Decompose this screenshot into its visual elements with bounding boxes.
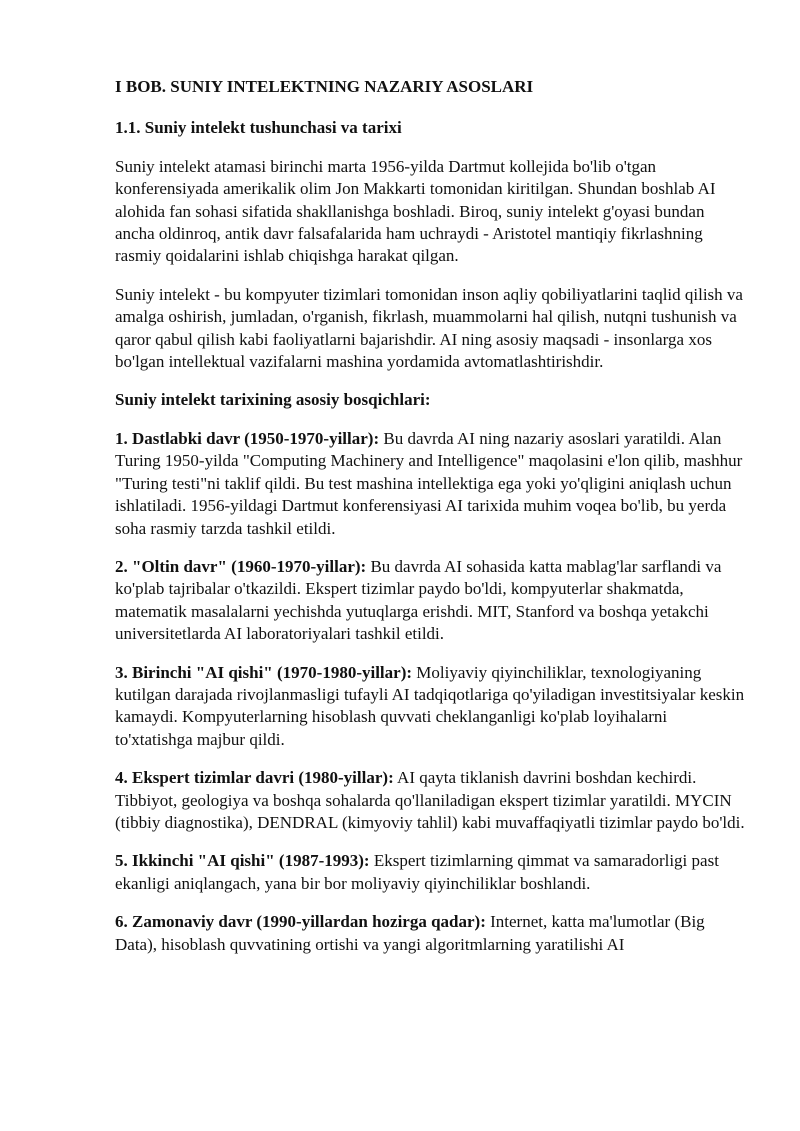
paragraph: Suniy intelekt atamasi birinchi marta 1956-yilda Dartmut kollejida bo'lib o'tgan konferensiyada amerikalik olim Jon Makkarti tomonidan kiritilgan. Shundan boshlab AI alohida fan sohasi sifatida shakllanishga boshladi. Biroq, suniy intelekt g'oyasi bundan ancha oldinroq, antik davr falsafalarida ham uchraydi - Aristotel mantiqiy fikrlashning rasmiy qoidalarini ishlab chiqishga harakat qilgan.: [115, 156, 716, 266]
stage-text: Ekspert tizimlarning qimmat va samaradorligi past ekanligi aniqlangach, yana bir bor moliyaviy qiyinchiliklar boshlandi.: [115, 851, 719, 893]
stage-title: 1. Dastlabki davr (1950-1970-yillar):: [115, 428, 380, 448]
stage-text: Bu davrda AI sohasida katta mablag'lar sarflandi va ko'plab tajribalar o'tkazildi. Ekspert tizimlar paydo bo'ldi, kompyuterlar shakmatda, matematik masalalarni yechishda yutuqlarga erishdi. MIT, Stanford va boshqa yetakchi universitetlarda AI laboratoriyalari tashkil etildi.: [115, 556, 722, 644]
chapter-title: I BOB. SUNIY INTELEKTNING NAZARIY ASOSLARI: [115, 77, 534, 96]
stage-title: 4. Ekspert tizimlar davri (1980-yillar):: [115, 768, 394, 788]
stage-paragraph: [115, 850, 745, 895]
stage-paragraph: [115, 662, 745, 752]
stage-paragraph: [115, 428, 745, 540]
stage-title: 5. Ikkinchi "AI qishi" (1987-1993):: [115, 851, 370, 871]
stage-title: 6. Zamonaviy davr (1990-yillardan hozirga qadar):: [115, 912, 486, 932]
stage-text: Internet, katta ma'lumotlar (Big Data), hisoblash quvvatining ortishi va yangi algoritmlarning yaratilishi AI: [115, 912, 705, 954]
document-page: [115, 76, 745, 972]
stage-paragraph: [115, 911, 745, 956]
section-title: 1.1. Suniy intelekt tushunchasi va tarixi: [115, 118, 402, 138]
stage-paragraph: [115, 767, 745, 834]
stage-paragraph: [115, 556, 745, 646]
stage-text: Bu davrda AI ning nazariy asoslari yaratildi. Alan Turing 1950-yilda "Computing Machinery and Intelligence" maqolasini e'lon qilib, mashhur "Turing testi"ni taklif qildi. Bu test mashina intellektiga ega yoki yo'qligini aniqlash uchun ishlatiladi. 1956-yildagi Dartmut konferensiyasi AI tarixida muhim voqea bo'lib, bu yerda soha rasmiy tarzda tashkil etildi.: [115, 428, 743, 538]
stage-title: 2. "Oltin davr" (1960-1970-yillar):: [115, 556, 367, 576]
stage-title: 3. Birinchi "AI qishi" (1970-1980-yillar):: [115, 662, 413, 682]
stage-text: Moliyaviy qiyinchiliklar, texnologiyaning kutilgan darajada rivojlanmasligi tufayli AI tadqiqotlariga qo'yiladigan investitsiyalar keskin kamaydi. Kompyuterlarning hisoblash quvvati cheklanganligi ko'plab loyihalarni to'xtatishga majbur qildi.: [115, 662, 745, 749]
paragraph: Suniy intelekt - bu kompyuter tizimlari tomonidan inson aqliy qobiliyatlarini taqlid qilish va amalga oshirish, jumladan, o'rganish, fikrlash, muammolarni hal qilish, nutqni tushunish va qaror qabul qilish kabi faoliyatlarni bajarishdir. AI ning asosiy maqsadi - insonlarga xos bo'lgan intellektual vazifalarni mashina yordamida avtomatlashtirishdir.: [115, 284, 743, 372]
stage-text: AI qayta tiklanish davrini boshdan kechirdi. Tibbiyot, geologiya va boshqa sohalarda qo'llaniladigan ekspert tizimlar yaratildi. MYCIN (tibbiy diagnostika), DENDRAL (kimyoviy tahlil) kabi muvaffaqiyatli tizimlar paydo bo'ldi.: [115, 768, 745, 832]
stages-heading: Suniy intelekt tarixining asosiy bosqichlari:: [115, 390, 431, 410]
